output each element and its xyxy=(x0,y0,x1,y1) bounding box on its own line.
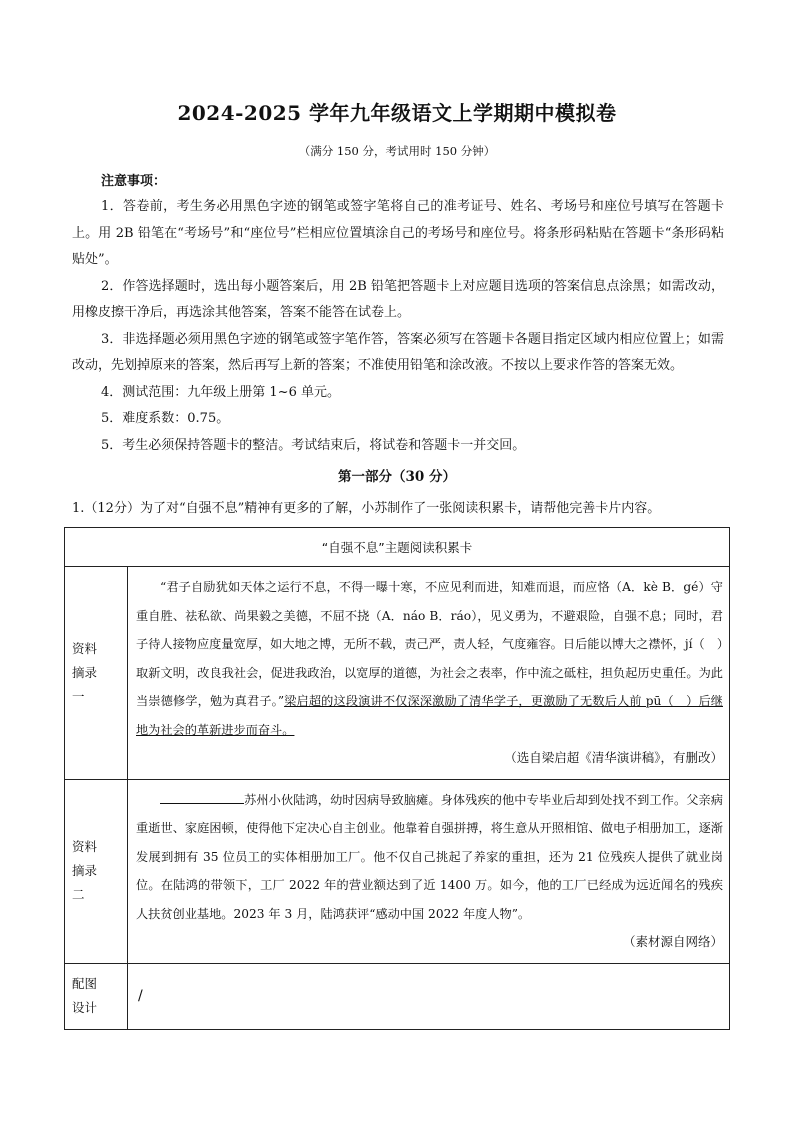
notice-item: 5．难度系数：0.75。 xyxy=(101,411,230,426)
question-text: 1.（12分）为了对“自强不息”精神有更多的了解，小苏制作了一张阅读积累卡，请帮他完善卡片内容。 xyxy=(72,501,661,516)
row-label-line: 摘录 xyxy=(72,664,98,680)
page-subtitle: （满分 150 分，考试用时 150 分钟） xyxy=(298,144,496,158)
row-label-line: 资料 xyxy=(72,640,98,656)
card-row-excerpt-1 xyxy=(65,567,730,780)
excerpt-1-underlined-text: 梁启超的这段演讲不仅深深激励了清华学子，更激励了无数后人前 pū（ ）后继地为社会的革新进步而奋斗。 xyxy=(136,694,723,737)
row-label xyxy=(65,567,128,780)
row-label-line: 设计 xyxy=(72,1000,98,1015)
card-row-excerpt-2 xyxy=(65,779,730,963)
excerpt-1-source: （选自梁启超《清华演讲稿》，有删改） xyxy=(504,750,723,765)
card-header: “自强不息”主题阅读积累卡 xyxy=(65,528,730,567)
part-title: 第一部分（30 分） xyxy=(338,469,456,485)
notice-item: 1．答卷前，考生务必用黑色字迹的钢笔或签字笔将自己的准考证号、姓名、考场号和座位号填写在答题卡上。用 2B 铅笔在“考场号”和“座位号”栏相应位置填涂自己的考场号和座位号。将条形码粘贴在答题卡“条形码粘贴处”。 xyxy=(72,199,724,267)
row-label-line: 一 xyxy=(72,688,85,704)
row-label xyxy=(65,779,128,963)
row-label-line: 摘录 xyxy=(72,863,98,878)
notice-heading: 注意事项： xyxy=(101,174,167,189)
excerpt-2-text: 苏州小伙陆鸿，幼时因病导致脑瘫。身体残疾的他中专毕业后却到处找不到工作。父亲病重逝世、家庭困顿，使得他下定决心自主创业。他靠着自强拼搏，将生意从开照相馆、做电子相册加工，逐渐发展到拥有 35 位员工的实体相册加工厂。他不仅自己挑起了养家的重担，还为 21 位残疾人提供了就业岗位。在陆鸿的带领下，工厂 2022 年的营业额达到了近 1400 万。如今，他的工厂已经成为远近闻名的残疾人扶贫创业基地。2023 年 3 月，陆鸿获评“感动中国 2022 年度人物”。 xyxy=(136,792,723,921)
row-label-line: 二 xyxy=(72,887,85,902)
notice-item: 5．考生必须保持答题卡的整洁。考试结束后，将试卷和答题卡一并交回。 xyxy=(101,437,526,453)
excerpt-2-content xyxy=(128,779,730,963)
excerpt-2-paragraph xyxy=(136,786,723,929)
notice-item: 4．测试范围：九年级上册第 1~6 单元。 xyxy=(101,384,340,400)
row-label-line: 资料 xyxy=(72,839,98,854)
notice-item: 3．非选择题必须用黑色字迹的钢笔或签字笔作答，答案必须写在答题卡各题目指定区域内相应位置上；如需改动，先划掉原来的答案，然后再写上新的答案；不准使用铅笔和涂改液。不按以上要求作答的答案无效。 xyxy=(72,331,724,373)
excerpt-1-text: “君子自励犹如天体之运行不息，不得一曝十寒，不应见利而进，知难而退，而应恪（A．kè B．gé）守重自胜、祛私欲、尚果毅之美德，不屈不挠（A．náo B．ráo），见义勇为，不避艰险，自强不息；同时，君子待人接物应度量宽厚，如大地之博，无所不载，责己严，责人轻，气度雍容。日后能以博大之襟怀，jí（ ）取新文明，改良我社会，促进我政治，以宽厚的道德，为社会之表率，作中流之砥柱，担负起历史重任。为此当崇德修学，勉为真君子。” xyxy=(136,580,723,708)
notice-item: 2．作答选择题时，选出每小题答案后，用 2B 铅笔把答题卡上对应题目选项的答案信息点涂黑；如需改动，用橡皮擦干净后，再选涂其他答案，答案不能答在试卷上。 xyxy=(72,278,724,320)
page-title: 2024-2025 学年九年级语文上学期期中模拟卷 xyxy=(177,101,617,125)
card-row-illustration xyxy=(65,963,730,1029)
excerpt-2-source: （素材源自网络） xyxy=(622,934,723,949)
row-label-line: 配图 xyxy=(72,976,98,991)
excerpt-1-content xyxy=(128,567,730,780)
notice-list xyxy=(72,194,724,459)
reading-card-table xyxy=(64,527,730,1030)
illustration-cell: / xyxy=(128,963,730,1029)
fill-in-blank[interactable] xyxy=(160,789,244,804)
row-label xyxy=(65,963,128,1029)
excerpt-1-paragraph xyxy=(136,573,723,744)
